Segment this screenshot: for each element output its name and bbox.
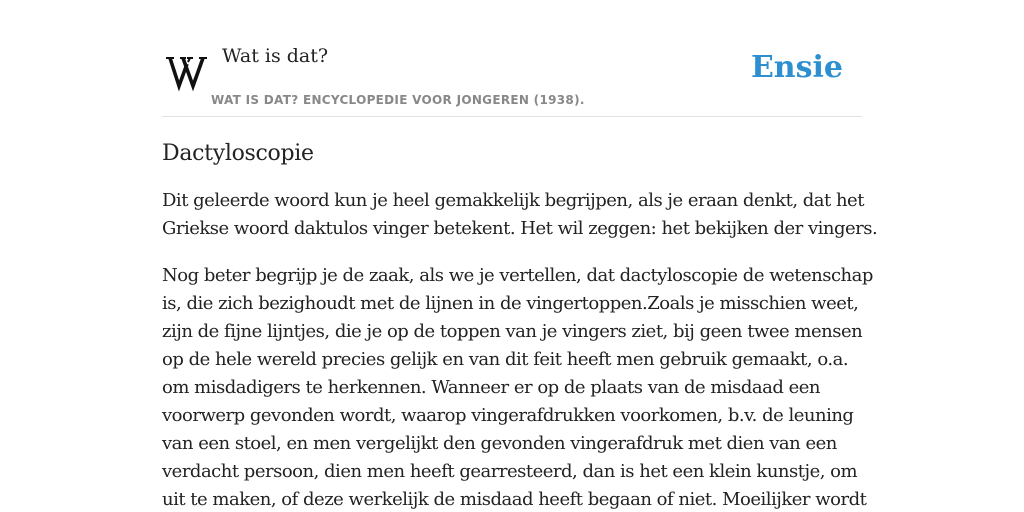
paragraph-line: Griekse woord daktulos vinger betekent. Het wil zeggen: het bekijken der vingers.: [162, 218, 878, 239]
paragraph-line: Nog beter begrijp je de zaak, als we je vertellen, dat dactyloscopie de wetenschap: [162, 265, 873, 286]
header: [162, 0, 862, 117]
wikipedia-w-icon[interactable]: [164, 48, 210, 92]
header-subtitle: WAT IS DAT? ENCYCLOPEDIE VOOR JONGEREN (1938).: [211, 93, 585, 107]
paragraph-line: is, die zich bezighoudt met de lijnen in de vingertoppen.Zoals je misschien weet,: [162, 293, 859, 314]
paragraph-line: om misdadigers te herkennen. Wanneer er op de plaats van de misdaad een: [162, 377, 821, 398]
article-content: [162, 137, 878, 512]
site-title[interactable]: Wat is dat?: [222, 45, 329, 67]
article-paragraph-1: [162, 187, 878, 243]
paragraph-line: van een stoel, en men vergelijkt den gevonden vingerafdruk met dien van een: [162, 433, 837, 454]
paragraph-line: zijn de fijne lijntjes, die je op de toppen van je vingers ziet, bij geen twee mensen: [162, 321, 863, 342]
paragraph-line: Dit geleerde woord kun je heel gemakkelijk begrijpen, als je eraan denkt, dat het: [162, 190, 864, 211]
paragraph-line: voorwerp gevonden wordt, waarop vingerafdrukken voorkomen, b.v. de leuning: [162, 405, 854, 426]
article-title: Dactyloscopie: [162, 141, 314, 166]
article-paragraph-2: [162, 262, 873, 512]
paragraph-line: verdacht persoon, dien men heeft gearresteerd, dan is het een klein kunstje, om: [162, 461, 858, 482]
brand-logo-text[interactable]: Ensie: [750, 50, 843, 85]
paragraph-line: op de hele wereld precies gelijk en van dit feit heeft men gebruik gemaakt, o.a.: [162, 349, 849, 370]
paragraph-line: uit te maken, of deze werkelijk de misdaad heeft begaan of niet. Moeilijker wordt: [162, 489, 867, 510]
